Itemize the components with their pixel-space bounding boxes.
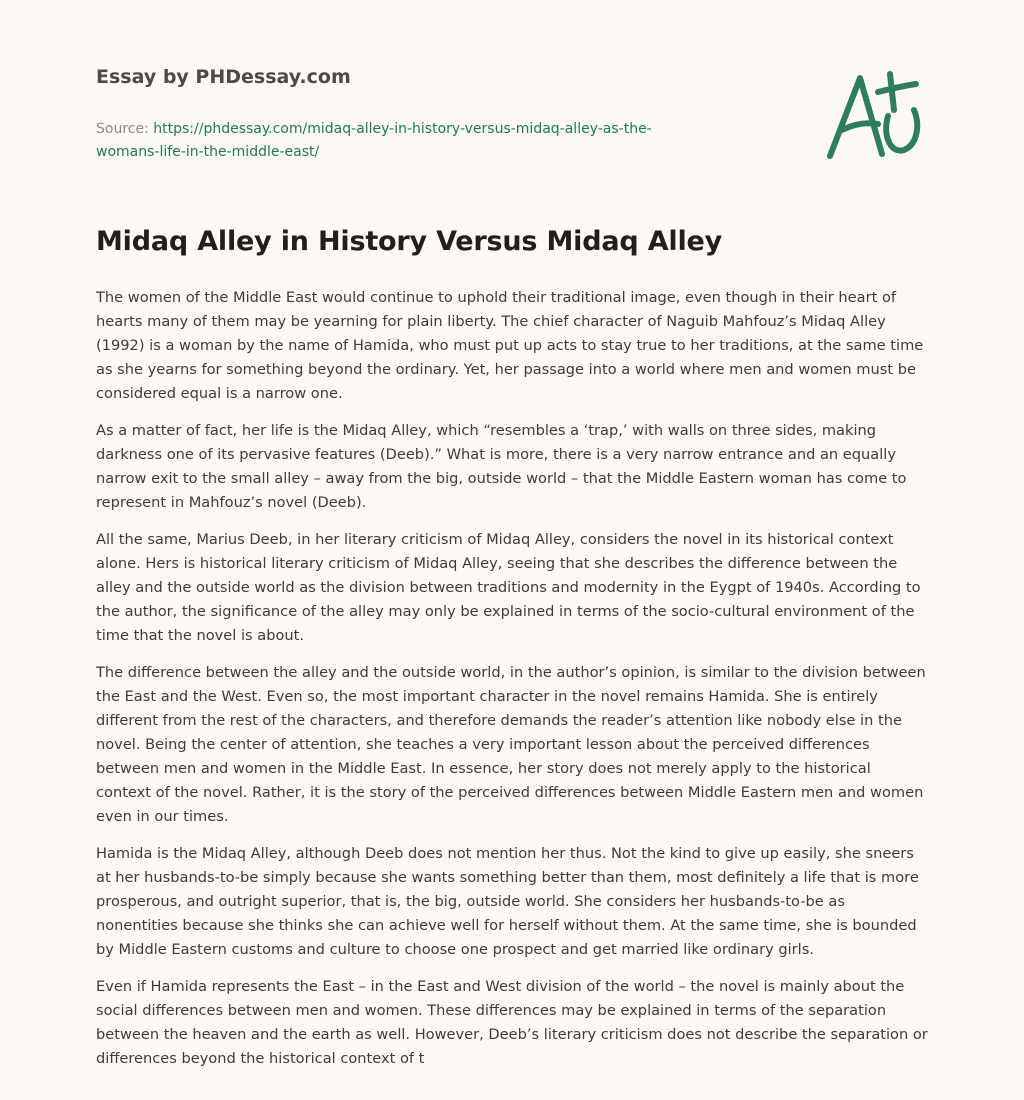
paragraph-4: The difference between the alley and the outside world, in the author’s opinion, is similar to the division between the East and the West. Even so, the most important character in the novel remains Hamida. She is entirely different from the rest of the characters, and therefore demands the reader’s attention like nobody else in the novel. Being the center of attention, she teaches a very important lesson about the perceived differences between men and women in the Middle East. In essence, her story does not merely apply to the historical context of the novel. Rather, it is the story of the perceived differences between Middle Eastern men and women even in our times. [96,664,926,825]
paragraph-5: Hamida is the Midaq Alley, although Deeb does not mention her thus. Not the kind to give up easily, she sneers at her husbands-to-be simply because she wants something better than them, most definitely a life that is more prosperous, and outright superior, that is, the big, outside world. She considers her husbands-to-be as nonentities because she thinks she can achieve well for herself without them. At the same time, she is bounded by Middle Eastern customs and culture to choose one prospect and get married like ordinary girls. [96,845,919,958]
source-link-line-1: https://phdessay.com/midaq-alley-in-history-versus-midaq-alley-as-the- [153,121,652,137]
paragraph-1: The women of the Middle East would continue to uphold their traditional image, even though in their heart of hearts many of them may be yearning for plain liberty. The chief character of Naguib Mahfouz’s Midaq Alley (1992) is a woman by the name of Hamida, who must put up acts to stay true to her traditions, at the same time as she yearns for something beyond the ordinary. Yet, her passage into a world where men and women must be considered equal is a narrow one. [96,289,924,402]
paragraph-2: As a matter of fact, her life is the Midaq Alley, which “resembles a ‘trap,’ with walls on three sides, making darkness one of its pervasive features (Deeb).” What is more, there is a very narrow entrance and an equally narrow exit to the small alley – away from the big, outside world – that the Middle Eastern woman has come to represent in Mahfouz’s novel (Deeb). [96,422,907,511]
page-header [96,66,736,164]
article-title: Midaq Alley in History Versus Midaq Alley [96,226,723,257]
source-link[interactable] [96,121,652,160]
source-link-line-2: womans-life-in-the-middle-east/ [96,144,320,160]
source-line [96,118,736,164]
site-brand: Essay by PHDessay.com [96,66,351,88]
source-label: Source: [96,121,154,137]
a-plus-grade-icon [820,64,930,164]
article-body [96,286,930,1084]
paragraph-3: All the same, Marius Deeb, in her literary criticism of Midaq Alley, considers the novel in its historical context alone. Hers is historical literary criticism of Midaq Alley, seeing that she describes the difference between the alley and the outside world as the division between traditions and modernity in the Eygpt of 1940s. According to the author, the significance of the alley may only be explained in terms of the socio-cultural environment of the time that the novel is about. [96,531,921,644]
paragraph-6: Even if Hamida represents the East – in the East and West division of the world – the novel is mainly about the social differences between men and women. These differences may be explained in terms of the separation between the heaven and the earth as well. However, Deeb’s literary criticism does not describe the separation or differences beyond the historical context of t [96,978,928,1067]
